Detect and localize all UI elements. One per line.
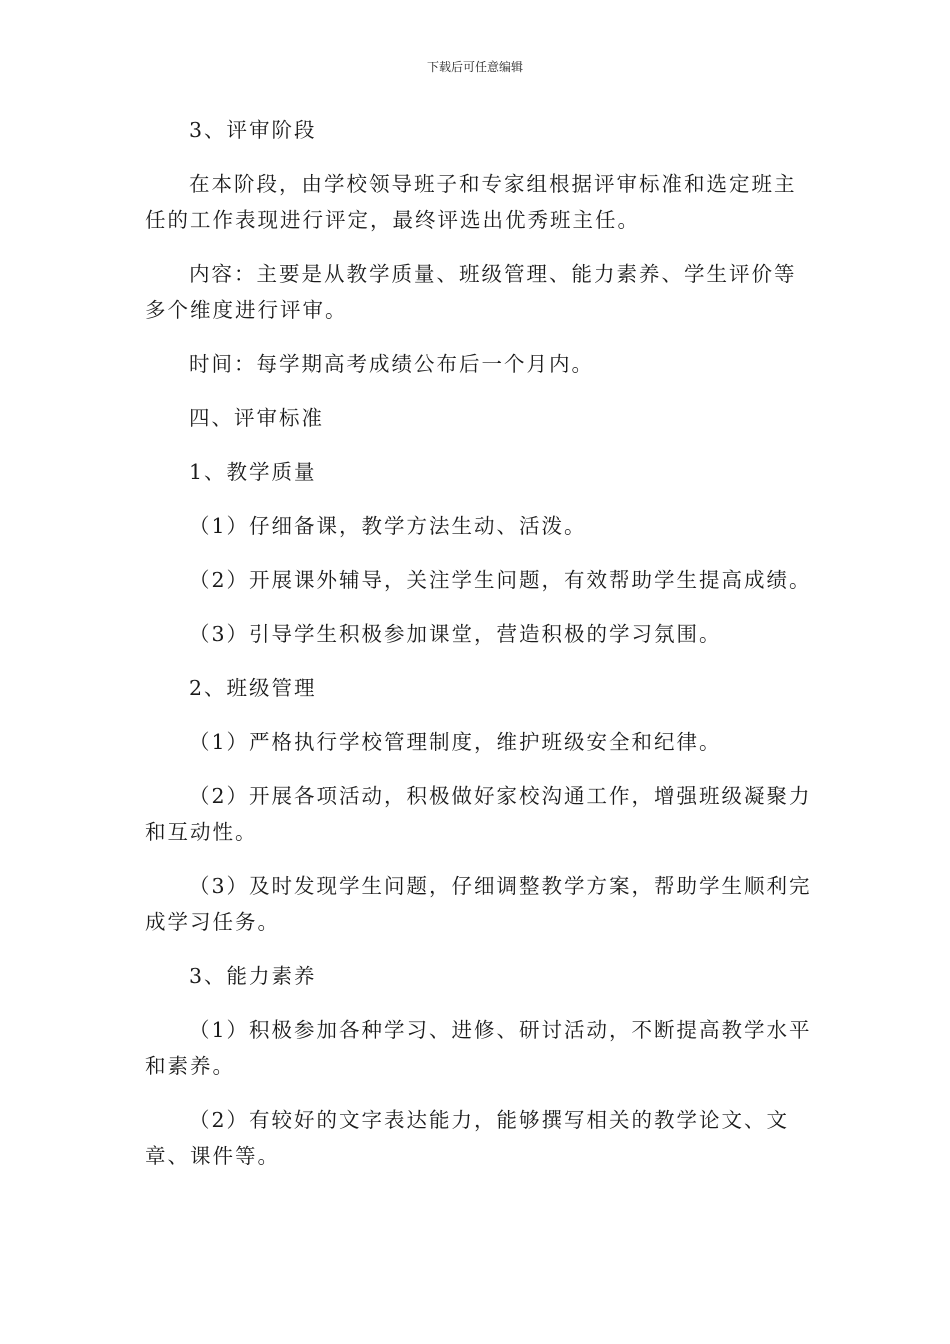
subsection-heading: 3、能力素养 — [189, 964, 317, 988]
section-heading: 3、评审阶段 — [189, 118, 317, 142]
list-item: （1）严格执行学校管理制度，维护班级安全和纪律。 — [189, 730, 722, 754]
section-heading: 四、评审标准 — [189, 406, 324, 430]
page-header: 下载后可任意编辑 — [426, 60, 523, 74]
list-item: （1）积极参加各种学习、进修、研讨活动，不断提高教学水平和素养。 — [145, 1018, 812, 1078]
list-item: （3）引导学生积极参加课堂，营造积极的学习氛围。 — [189, 622, 722, 646]
list-item: （2）开展各项活动，积极做好家校沟通工作，增强班级凝聚力和互动性。 — [145, 784, 812, 844]
paragraph: 在本阶段，由学校领导班子和专家组根据评审标准和选定班主任的工作表现进行评定，最终评选出优秀班主任。 — [145, 172, 797, 232]
subsection-heading: 1、教学质量 — [189, 460, 317, 484]
list-item: （2）有较好的文字表达能力，能够撰写相关的教学论文、文章、课件等。 — [145, 1108, 790, 1168]
subsection-heading: 2、班级管理 — [189, 676, 317, 700]
document-body — [145, 112, 815, 1192]
list-item: （3）及时发现学生问题，仔细调整教学方案，帮助学生顺利完成学习任务。 — [145, 874, 812, 934]
list-item: （1）仔细备课，教学方法生动、活泼。 — [189, 514, 587, 538]
paragraph: 时间：每学期高考成绩公布后一个月内。 — [189, 352, 594, 376]
list-item: （2）开展课外辅导，关注学生问题，有效帮助学生提高成绩。 — [189, 568, 812, 592]
paragraph: 内容：主要是从教学质量、班级管理、能力素养、学生评价等多个维度进行评审。 — [145, 262, 797, 322]
